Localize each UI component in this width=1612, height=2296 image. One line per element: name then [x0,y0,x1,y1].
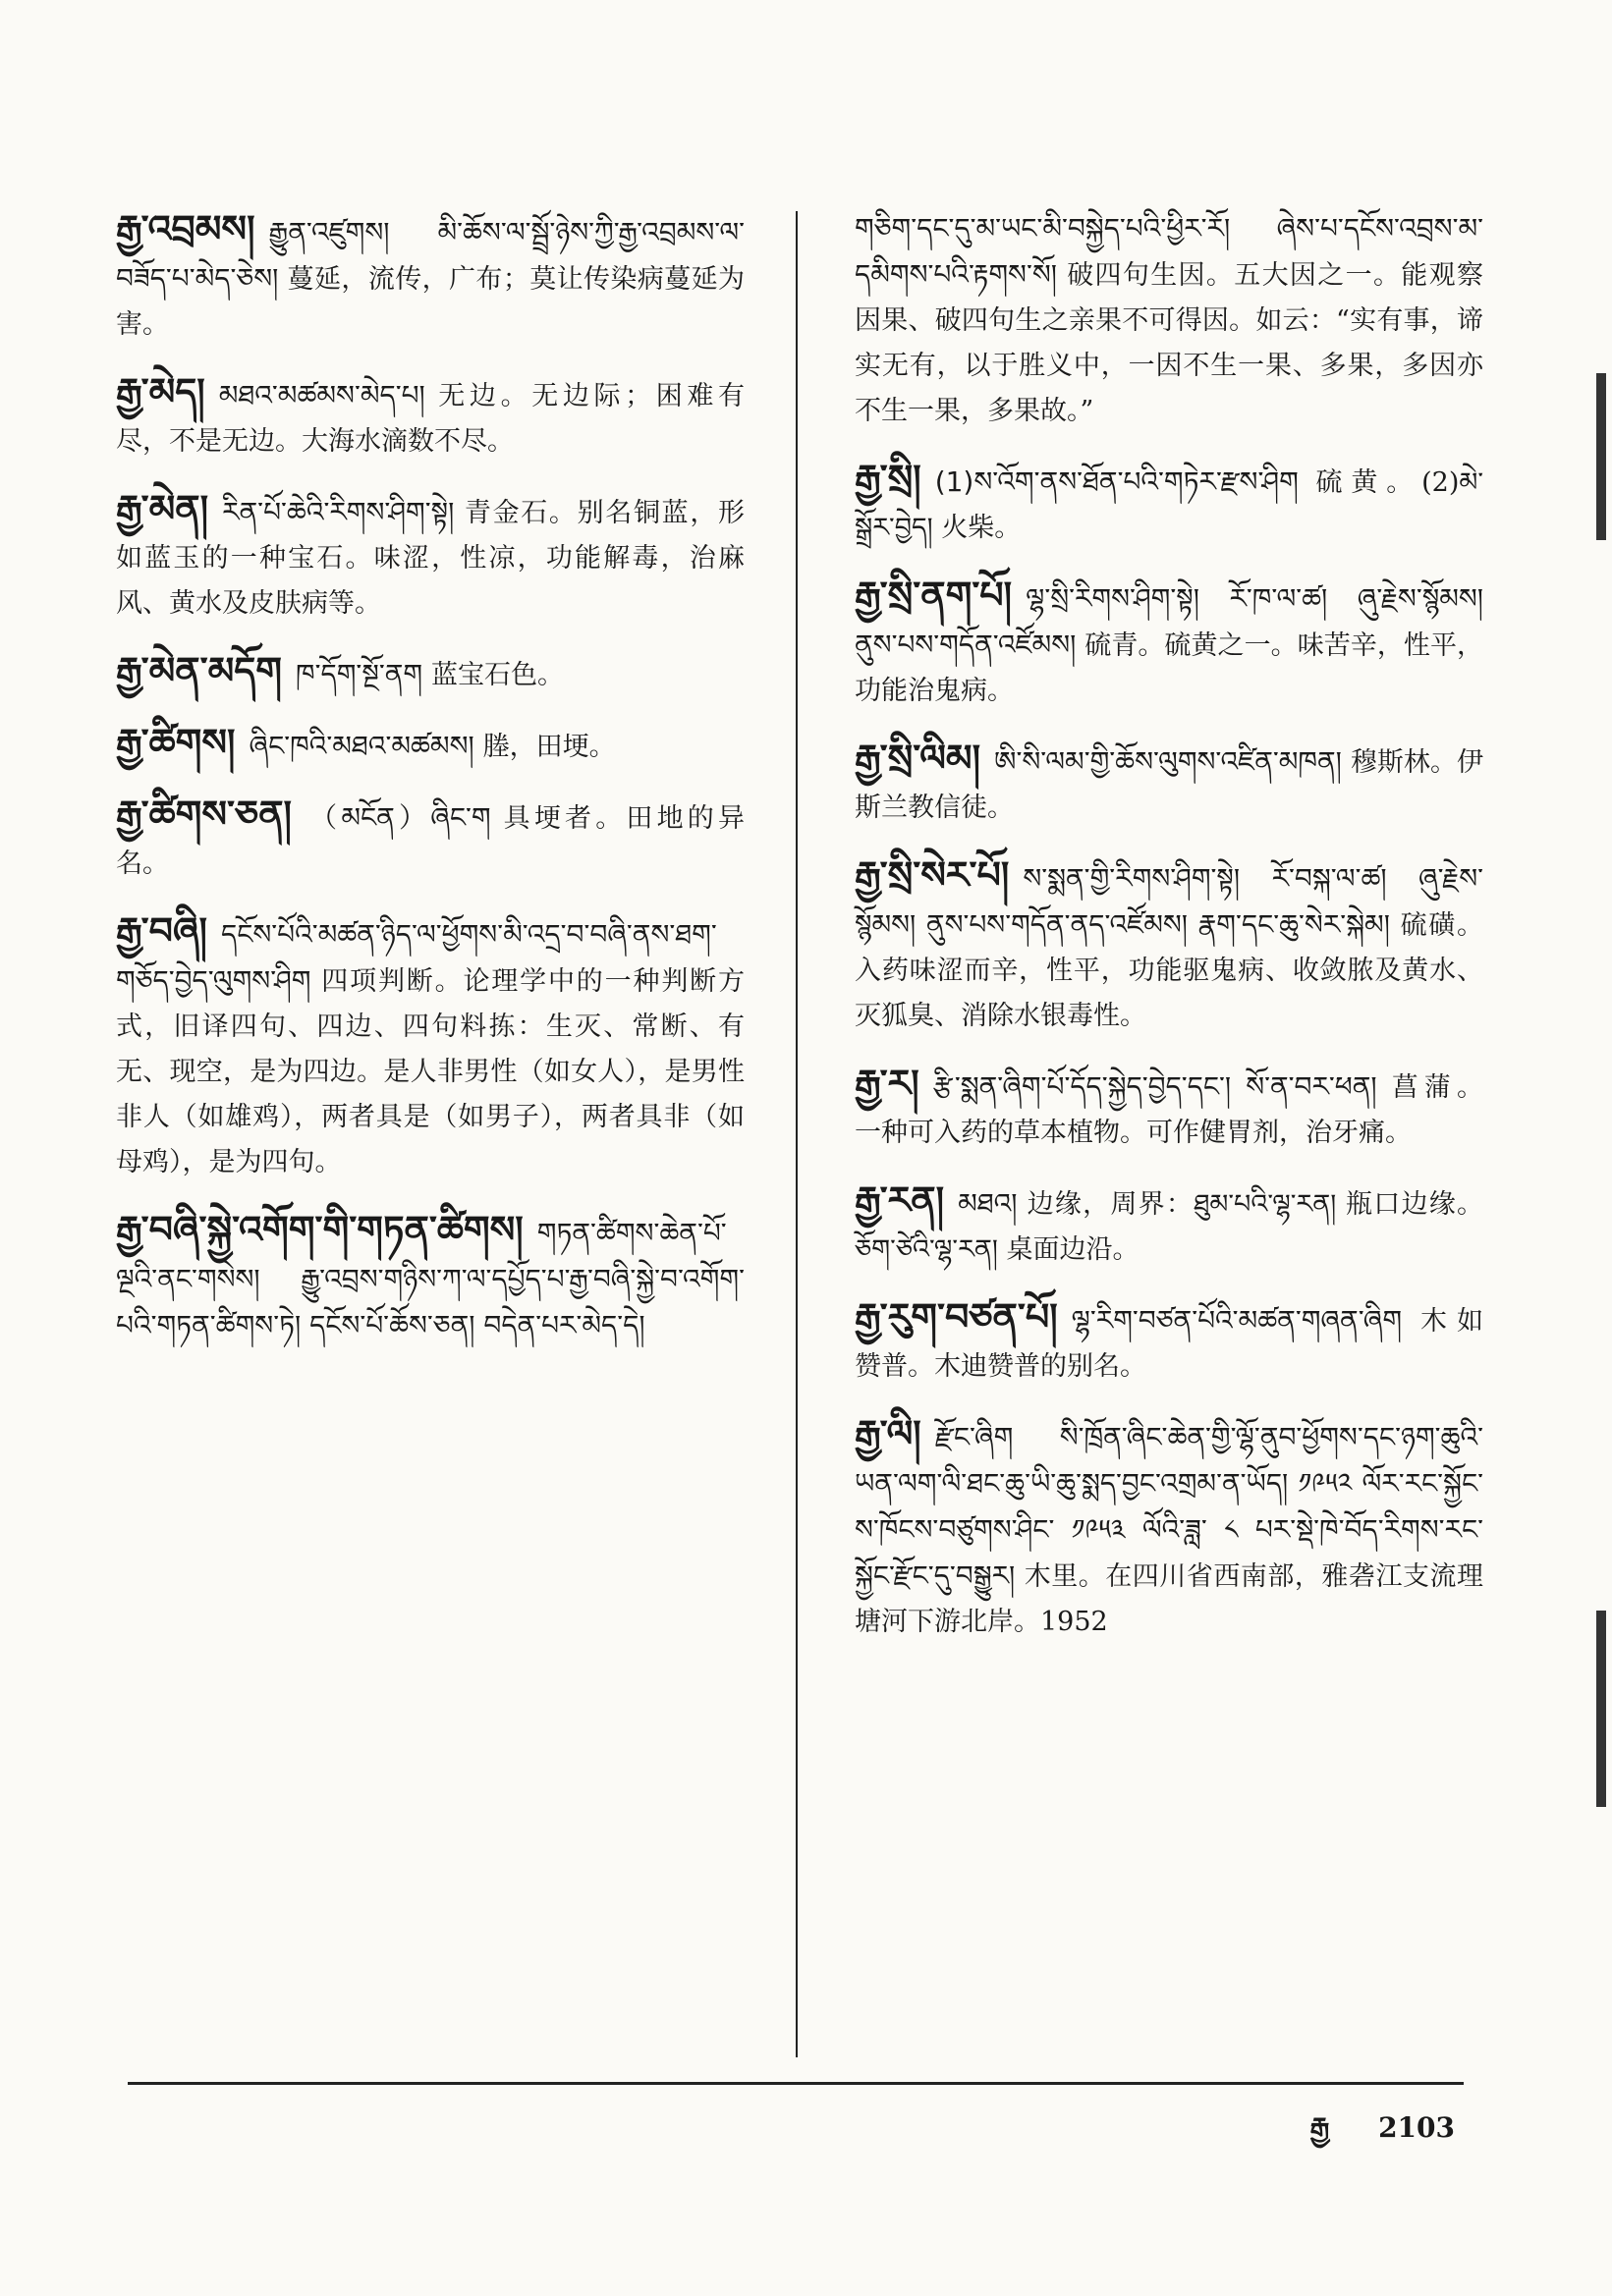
tibetan-definition: མཐའ་མཚམས་མེད་པ། [218,379,439,411]
dictionary-entry [116,720,745,770]
entry-body [116,369,745,465]
headword: རྒྱ་བཞི། [116,909,207,953]
entry-body [116,792,745,887]
entry-body [116,720,745,770]
tibetan-definition: ལྷ་རིག་བཙན་པོའི་མཚན་གཞན་ཞིག [1071,1304,1420,1337]
chinese-definition: 硫黄。(2)མེ་སྒྲོར་བྱེད། 火柴。 [855,467,1483,543]
chinese-definition: 蓝宝石色。 [430,660,564,690]
tibetan-definition: གཅིག་དང་དུ་མ་ཡང་མི་བསྐྱེད་པའི་ཕྱིར་རོ། ཞེས་པ་དངོས་འབྲས་མ་དམིགས་པའི་རྟགས་སོ། [855,212,1483,291]
entry-body [855,736,1483,831]
headword: རྒྱ་རན། [855,1178,945,1222]
entry-body [116,648,745,698]
column-divider [796,211,798,2057]
headword: རྒྱ་སྲི་ནག་པོ། [855,574,1013,617]
dictionary-entry [855,1061,1483,1156]
chinese-definition: 青金石。别名铜蓝，形如蓝玉的一种宝石。味涩，性凉，功能解毒，治麻风、黄水及皮肤病等。 [116,498,745,619]
chinese-definition: 四项判断。论理学中的一种判断方式，旧译四句、四边、四句料拣：生灭、常断、有无、现空，是为四边。是人非男性（如女人），是男性非人（如雄鸡），两者具是（如男子），两者具非（如母鸡），是为四句。 [116,966,746,1177]
dictionary-entry [855,736,1483,831]
dictionary-entry [855,852,1483,1039]
headword: རྒྱ་འབྲམས། [116,207,255,250]
edge-mark [1596,373,1606,540]
dictionary-entry [116,486,745,627]
entry-body [855,1061,1483,1156]
headword: རྒྱ་མེན་མདོག [116,649,283,692]
page-footer [1310,2097,1455,2174]
dictionary-entry [855,573,1483,714]
page-number: 2103 [1378,2111,1455,2144]
entry-body [855,1411,1483,1645]
entry-body [855,573,1483,714]
tibetan-definition: ཁ་དོག་སྔོ་ནག [296,658,431,690]
chinese-definition: 塍，田埂。 [482,732,616,762]
headword: རྒྱ་ཚིགས། [116,721,236,764]
dictionary-entry [116,648,745,698]
dictionary-entry [116,206,745,348]
bottom-rule [128,2082,1464,2085]
dictionary-entry [116,908,745,1185]
chinese-definition: 蔓延，流传，广布；莫让传染病蔓延为害。 [116,264,746,340]
left-column [116,206,745,1371]
edge-mark [1596,1611,1606,1807]
tibetan-definition: ལྷ་སྲི་རིགས་ཤིག་སྟེ། རོ་ཁ་ལ་ཚ། ཞུ་རྗེས་སྙོམས། ནུས་པས་གདོན་འཛོམས། [855,582,1483,661]
tibetan-definition: དངོས་པོའི་མཚན་ཉིད་ལ་ཕྱོགས་མི་འདྲ་བ་བཞི་ནས་ཐག་གཅོད་བྱེད་ལུགས་ཤིག [116,918,717,997]
dictionary-entry [855,1294,1483,1390]
dictionary-entry [116,1207,745,1349]
headword: རྒྱ་མེད། [116,370,205,413]
headword: རྒྱ་མེན། [116,487,209,530]
tibetan-definition: (1)ས་འོག་ནས་ཐོན་པའི་གཏེར་རྫས་ཤིག [934,465,1316,498]
entry-body [855,1294,1483,1390]
entry-body [116,908,745,1185]
tibetan-definition: གཏན་ཚིགས་ཆེན་པོ་ལྔའི་ནང་གསེས། རྒྱུ་འབྲས་གཉིས་ཀ་ལ་དཔྱོད་པ་རྒྱ་བཞི་སྐྱེ་བ་འགོག་པའི་གཏན་ཚིགས་ཏེ། དངོས་པོ་ཆོས་ཅན། བདེན་པར་མེད་དེ། [116,1217,745,1341]
dictionary-entry [855,456,1483,551]
dictionary-entry [855,1177,1483,1273]
tibetan-definition: ཞིང་ཁའི་མཐའ་མཚམས། [249,730,483,762]
chinese-definition: 硫磺。入药味涩而辛，性平，功能驱鬼病、收敛脓及黄水、灭狐臭、消除水银毒性。 [855,910,1484,1031]
chinese-definition: 边缘，周界：ཐུམ་པའི་ལྷ་རན། 瓶口边缘。ཅོག་ཙེའི་ལྷ་རན། 桌面边沿。 [855,1189,1483,1265]
headword: རྒྱ་སྲི་ལིམ། [855,737,981,780]
headword: རྒྱ་ལི། [855,1412,921,1455]
headword: རྒྱ་ར། [855,1062,919,1105]
tibetan-definition: （མངོན）ཞིང་ག [305,801,504,834]
entry-body [855,852,1483,1039]
chinese-definition: 木里。在四川省西南部，雅砻江支流理塘河下游北岸。1952 [855,1561,1484,1637]
entry-body [116,1207,745,1349]
headword: རྒྱ་སྲི་སེར་པོ། [855,853,1010,897]
tibetan-definition: རིན་པོ་ཆེའི་རིགས་ཤིག་སྟེ། [222,496,465,528]
tibetan-definition: ས་སྨན་གྱི་རིགས་ཤིག་སྟེ། རོ་བསྐ་ལ་ཚ། ཞུ་རྗེས་སྙོམས། ནུས་པས་གདོན་ནད་འཛོམས། རྣག་དང་ཆུ་སེར་སྐེམ། [855,862,1483,941]
chinese-definition: 具埂者。田地的异名。 [116,803,745,879]
chinese-definition: 破四句生因。五大因之一。能观察因果、破四句生之亲果不可得因。如云：“实有事，谛实无有，以于胜义中，一因不生一果、多果，多因亦不生一果，多果故。” [855,260,1483,426]
entry-body [855,1177,1483,1273]
chinese-definition: 菖蒲。一种可入药的草本植物。可作健胃剂，治牙痛。 [855,1072,1484,1148]
folio-letter: རྒྱ [1309,2111,1330,2144]
headword: རྒྱ་བཞི་སྐྱེ་འགོག་གི་གཏན་ཚིགས། [116,1208,524,1251]
dictionary-entry [116,369,745,465]
entry-body [855,206,1483,434]
tibetan-definition: རྫོང་ཞིག སི་ཁྲོན་ཞིང་ཆེན་གྱི་ལྷོ་ནུབ་ཕྱོགས་དང་ཉག་ཆུའི་ཡན་ལག་ལི་ཐང་ཆུ་ཡི་ཆུ་སྨད་བྱང་འགྲམ་ན་ཡོད། ༡༩༥༢ ལོར་རང་སྐྱོང་ས་ཁོངས་བཙུགས་ཤིང་ ༡༩༥༣ ལོའི་ཟླ་ ༨ པར་སྡེ་ཁེ་བོད་རིགས་རང་སྐྱོང་རྫོང་དུ་བསྒྱུར། [855,1421,1483,1592]
dictionary-entry [855,1411,1483,1645]
chinese-definition: 无边。无边际；困难有尽，不是无边。大海水滴数不尽。 [116,381,746,457]
chinese-definition: 硫青。硫黄之一。味苦辛，性平，功能治鬼病。 [855,630,1484,706]
headword: རྒྱ་ཚིགས་ཅན། [116,793,292,836]
tibetan-definition: རྩི་སྨན་ཞིག་པོ་དོད་སྐྱེད་བྱེད་དང་། སོ་ན་བར་ཕན། [932,1070,1392,1103]
headword: རྒྱ་རུག་བཙན་པོ། [855,1295,1058,1339]
entry-body [116,486,745,627]
headword: རྒྱ་སྲི། [855,457,921,500]
chinese-definition: 木如赞普。木迪赞普的别名。 [855,1306,1484,1382]
tibetan-definition: ཨི་སི་ལམ་གྱི་ཆོས་ལུགས་འཛིན་མཁན། [994,745,1351,778]
dictionary-entry [116,792,745,887]
right-column [855,206,1483,1667]
dictionary-entry [855,206,1483,434]
tibetan-definition: མཐའ། [958,1187,1028,1220]
tibetan-definition: རྒྱུན་འཛུགས། མི་ཆོས་ལ་སྦྲོ་ཉེས་ཀྱི་རྒྱ་འབྲམས་ལ་བཟོད་པ་མེད་ཅེས། [116,216,745,295]
chinese-definition: 穆斯林。伊斯兰教信徒。 [855,747,1483,823]
entry-body [855,456,1483,551]
entry-body [116,206,745,348]
